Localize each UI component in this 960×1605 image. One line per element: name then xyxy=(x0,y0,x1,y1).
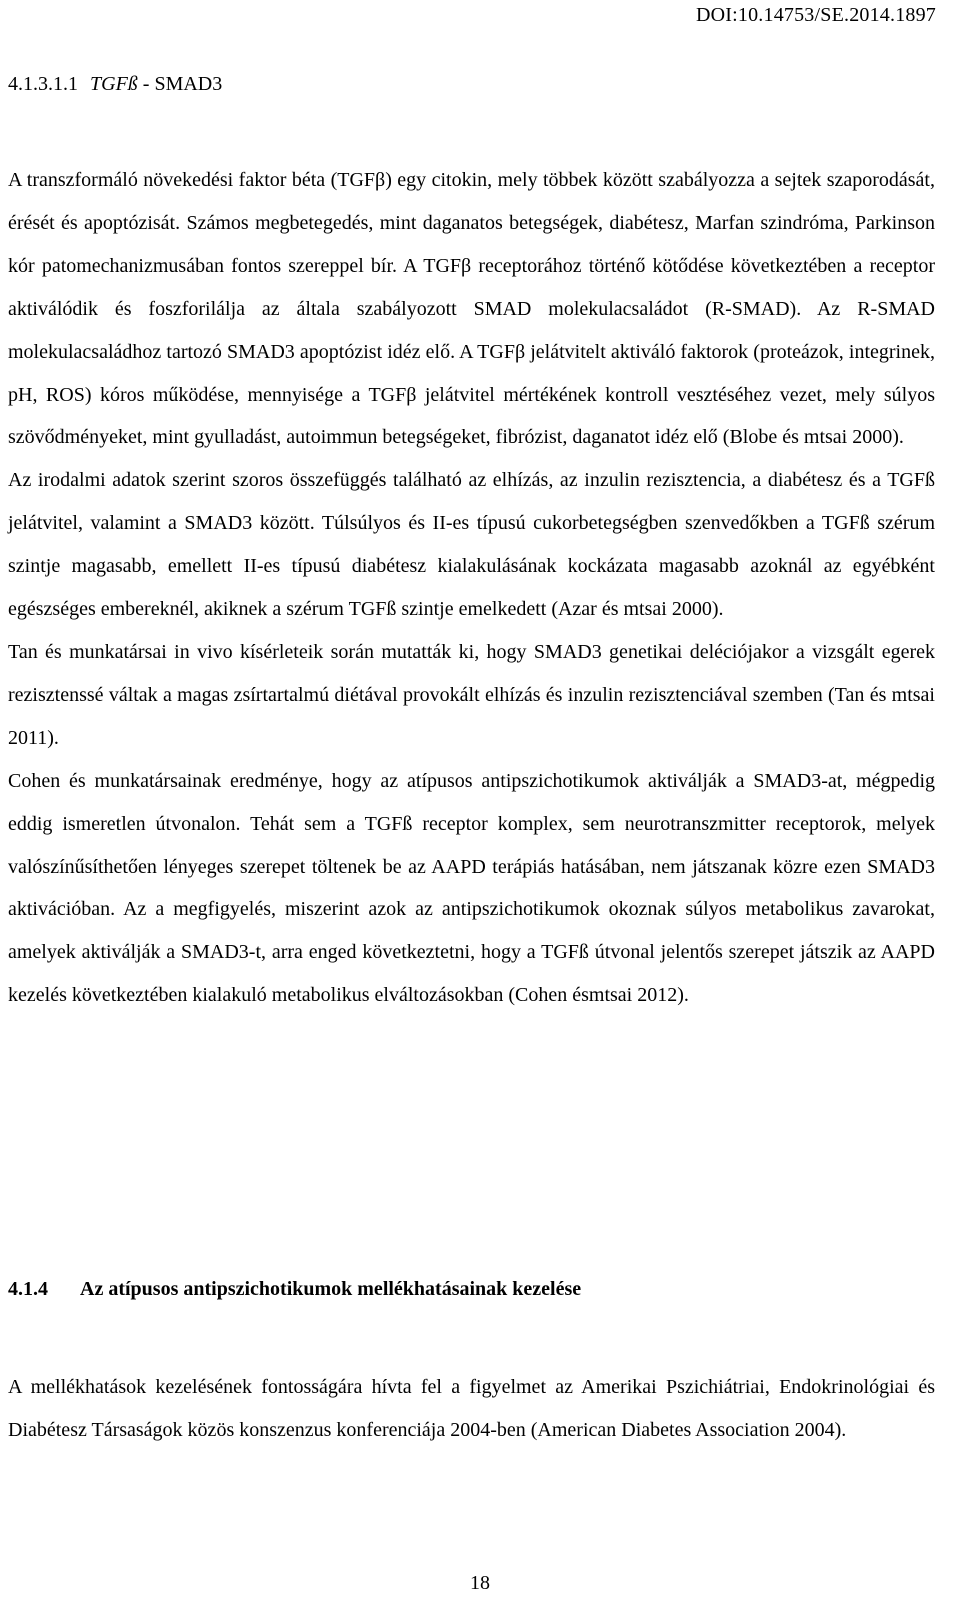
section-title: Az atípusos antipszichotikumok mellékhatásainak kezelése xyxy=(80,1278,582,1300)
subsection-number: 4.1.3.1.1 xyxy=(8,73,78,95)
paragraph-tgfb-intro: A transzformáló növekedési faktor béta (TGFβ) egy citokin, mely többek között szabályozza a sejtek szaporodását, érését és apoptózisát. Számos megbetegedés, mint daganatos betegségek, diabétesz, Marfan szindróma, Parkinson kór patomechanizmusában fontos szereppel bír. A TGFβ receptorához történő kötődése következtében a receptor aktiválódik és foszforilálja az általa szabályozott SMAD molekulacsaládot (R-SMAD). Az R-SMAD molekulacsaládhoz tartozó SMAD3 apoptózist idéz elő. A TGFβ jelátvitelt aktiváló faktorok (proteázok, integrinek, pH, ROS) kóros működése, mennyisége a TGFβ jelátvitel mértékének kontroll vesztéséhez vezet, mely súlyos szövődményeket, mint gyulladást, autoimmun betegségeket, fibrózist, daganatot idéz elő (Blobe és mtsai 2000). xyxy=(8,169,935,449)
subsection-heading xyxy=(8,73,222,96)
paragraph-side-effects: A mellékhatások kezelésének fontosságára hívta fel a figyelmet az Amerikai Pszichiátriai, Endokrinológiai és Diabétesz Társaságok közös konszenzus konferenciája 2004-ben (American Diabetes Association 2004). xyxy=(8,1376,935,1441)
section-heading xyxy=(8,1278,581,1301)
page-number: 18 xyxy=(470,1572,490,1594)
doi-header: DOI:10.14753/SE.2014.1897 xyxy=(696,4,936,26)
subsection-title-italic: TGFß xyxy=(90,73,138,95)
paragraph-cohen-study: Cohen és munkatársainak eredménye, hogy az atípusos antipszichotikumok aktiválják a SMAD3-at, mégpedig eddig ismeretlen útvonalon. Tehát sem a TGFß receptor komplex, sem neurotranszmitter receptorok, melyek valószínűsíthetően lényeges szerepet töltenek be az AAPD terápiás hatásában, nem játszanak közre ezen SMAD3 aktivációban. Az a megfigyelés, miszerint azok az antipszichotikumok okoznak súlyos metabolikus zavarokat, amelyek aktiválják a SMAD3-t, arra enged következtetni, hogy a TGFß útvonal jelentős szerepet játszik az AAPD kezelés következtében kialakuló metabolikus elváltozásokban (Cohen ésmtsai 2012). xyxy=(8,769,935,1007)
section-body-text xyxy=(8,1366,935,1452)
paragraph-tan-study: Tan és munkatársai in vivo kísérleteik során mutatták ki, hogy SMAD3 genetikai deléciójakor a vizsgált egerek rezisztenssé váltak a magas zsírtartalmú diétával provokált elhízás és inzulin rezisztenciával szemben (Tan és mtsai 2011). xyxy=(8,640,935,749)
paragraph-obesity-insulin: Az irodalmi adatok szerint szoros összefüggés található az elhízás, az inzulin rezisztencia, a diabétesz és a TGFß jelátvitel, valamint a SMAD3 között. Túlsúlyos és II-es típusú cukorbetegségben szenvedőkben a TGFß szérum szintje magasabb, emellett II-es típusú diabétesz kialakulásának kockázata magasabb azoknál az egyébként egészséges embereknél, akiknek a szérum TGFß szintje emelkedett (Azar és mtsai 2000). xyxy=(8,469,935,621)
subsection-title-rest: - SMAD3 xyxy=(137,73,223,95)
section-number: 4.1.4 xyxy=(8,1278,48,1300)
body-text-block xyxy=(8,159,935,1017)
